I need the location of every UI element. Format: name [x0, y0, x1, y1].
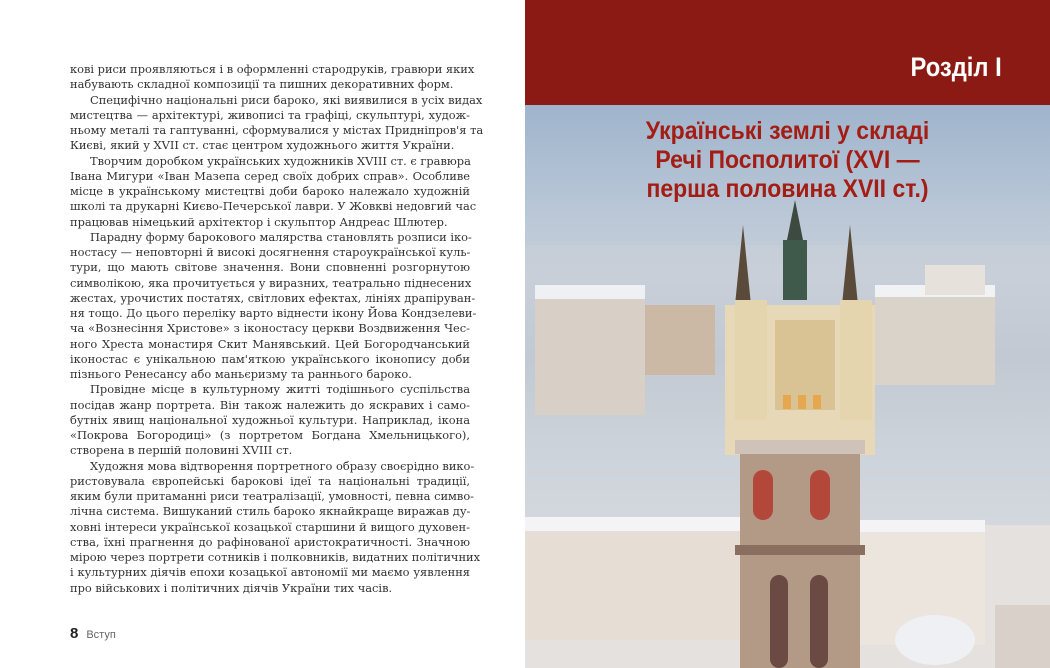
text-line: створена в першій половині XVIII ст. — [70, 443, 293, 458]
text-line: ристовувала європейські барокові ідеї та національні традиції, — [70, 473, 470, 488]
text-line: ня тощо. До цього переліку варто віднести ікону Йова Кондзелеви- — [70, 306, 477, 320]
text-line: ностасу — неповторні й високі досягнення староукраїнської куль- — [70, 245, 471, 259]
text-line: працював німецький архітектор і скульптор Андреас Шлютер. — [70, 214, 448, 229]
text-line: ного Хреста монастиря Скит Манявський. Цей Богородчанський — [70, 336, 470, 351]
text-line: кові риси проявляються і в оформленні стародруків, гравюри яких — [70, 62, 475, 76]
text-line: лічна система. Вишуканий стиль бароко якнайкраще виражав ду- — [70, 504, 471, 519]
text-line: пізнього Ренесансу або маньєризму та раннього бароко. — [70, 367, 412, 381]
text-line: Художня мова відтворення портретного образу своєрідно вико- — [90, 458, 475, 473]
text-line: школі та друкарні Києво-Печерської лаври. У Жовкві недовгий час — [70, 199, 477, 214]
text-line: набувають складної композиції та пишних декоративних форм. — [70, 77, 454, 92]
chapter-title-line: Речі Посполитої (XVI — — [655, 146, 920, 174]
section-name: Вступ — [86, 629, 116, 641]
text-line: мірою через портрети сотників і полковників, видатних політичних — [70, 550, 481, 564]
text-line: Парадну форму барокового малярства становлять розписи іко- — [90, 229, 472, 244]
page-number: 8 — [70, 625, 79, 642]
text-line: Творчим доробком українських художників XVIII ст. є гравюра — [90, 153, 471, 168]
text-line: про військових і політичних діячів України тих часів. — [70, 580, 393, 595]
chapter-title-line: перша половина XVII ст.) — [646, 175, 929, 203]
text-line: тури, що мають світове значення. Вони сповненні розгорнутою — [70, 260, 470, 275]
text-line: іконостас є унікальною пам'яткою українського іконопису доби — [70, 351, 470, 366]
text-line: посідав жанр портрета. Він також належить до яскравих і само- — [70, 397, 470, 412]
text-line: мистецтва — архітектурі, живописі та графіці, скульптурі, худож- — [70, 107, 470, 122]
text-line: «Покрова Богородиці» (з портретом Богдана Хмельницького), — [70, 428, 470, 442]
text-line: Провідне місце в культурному житті тодішнього суспільства — [90, 382, 470, 397]
text-line: ховні інтереси української козацької старшини й вищого духовен- — [70, 519, 470, 534]
chapter-title-line: Українські землі у складі — [645, 117, 930, 145]
text-line: бутніх явищ національної художньої культури. Наприклад, ікона — [70, 412, 470, 427]
text-line: Специфічно національні риси бароко, які виявилися в усіх видах — [90, 92, 483, 107]
text-line: Києві, який у XVII ст. стає центром художнього життя України. — [70, 138, 455, 153]
body-text — [70, 62, 484, 596]
chapter-label: Розділ І — [910, 52, 1002, 82]
text-line: яким були притаманні риси театралізації, умовності, певна симво- — [70, 489, 475, 503]
text-line: і культурних діячів епохи козацької автономії ми маємо уявлення — [70, 565, 470, 580]
text-line: ньому металі та гаптуванні, сформувалися у містах Придніпров'я та — [70, 123, 484, 137]
text-line: Івана Мигури «Іван Мазепа серед своїх добрих справ». Особливе — [70, 168, 470, 183]
text-line: символікою, яка прочитується у виразних, театрально піднесених — [70, 275, 472, 290]
chapter-title — [546, 117, 1029, 204]
text-line: ства, їхні прагнення до рафінованої аристократичності. Значною — [70, 534, 470, 549]
text-line: жестах, урочистих постатях, світлових ефектах, лініях драпіруван- — [70, 290, 476, 305]
page-footer — [70, 625, 116, 643]
right-page — [525, 0, 1050, 668]
text-line: ча «Вознесіння Христове» з іконостасу церкви Воздвиження Чес- — [70, 321, 470, 336]
text-line: місце в українському мистецтві доби бароко належало художній — [70, 184, 470, 198]
